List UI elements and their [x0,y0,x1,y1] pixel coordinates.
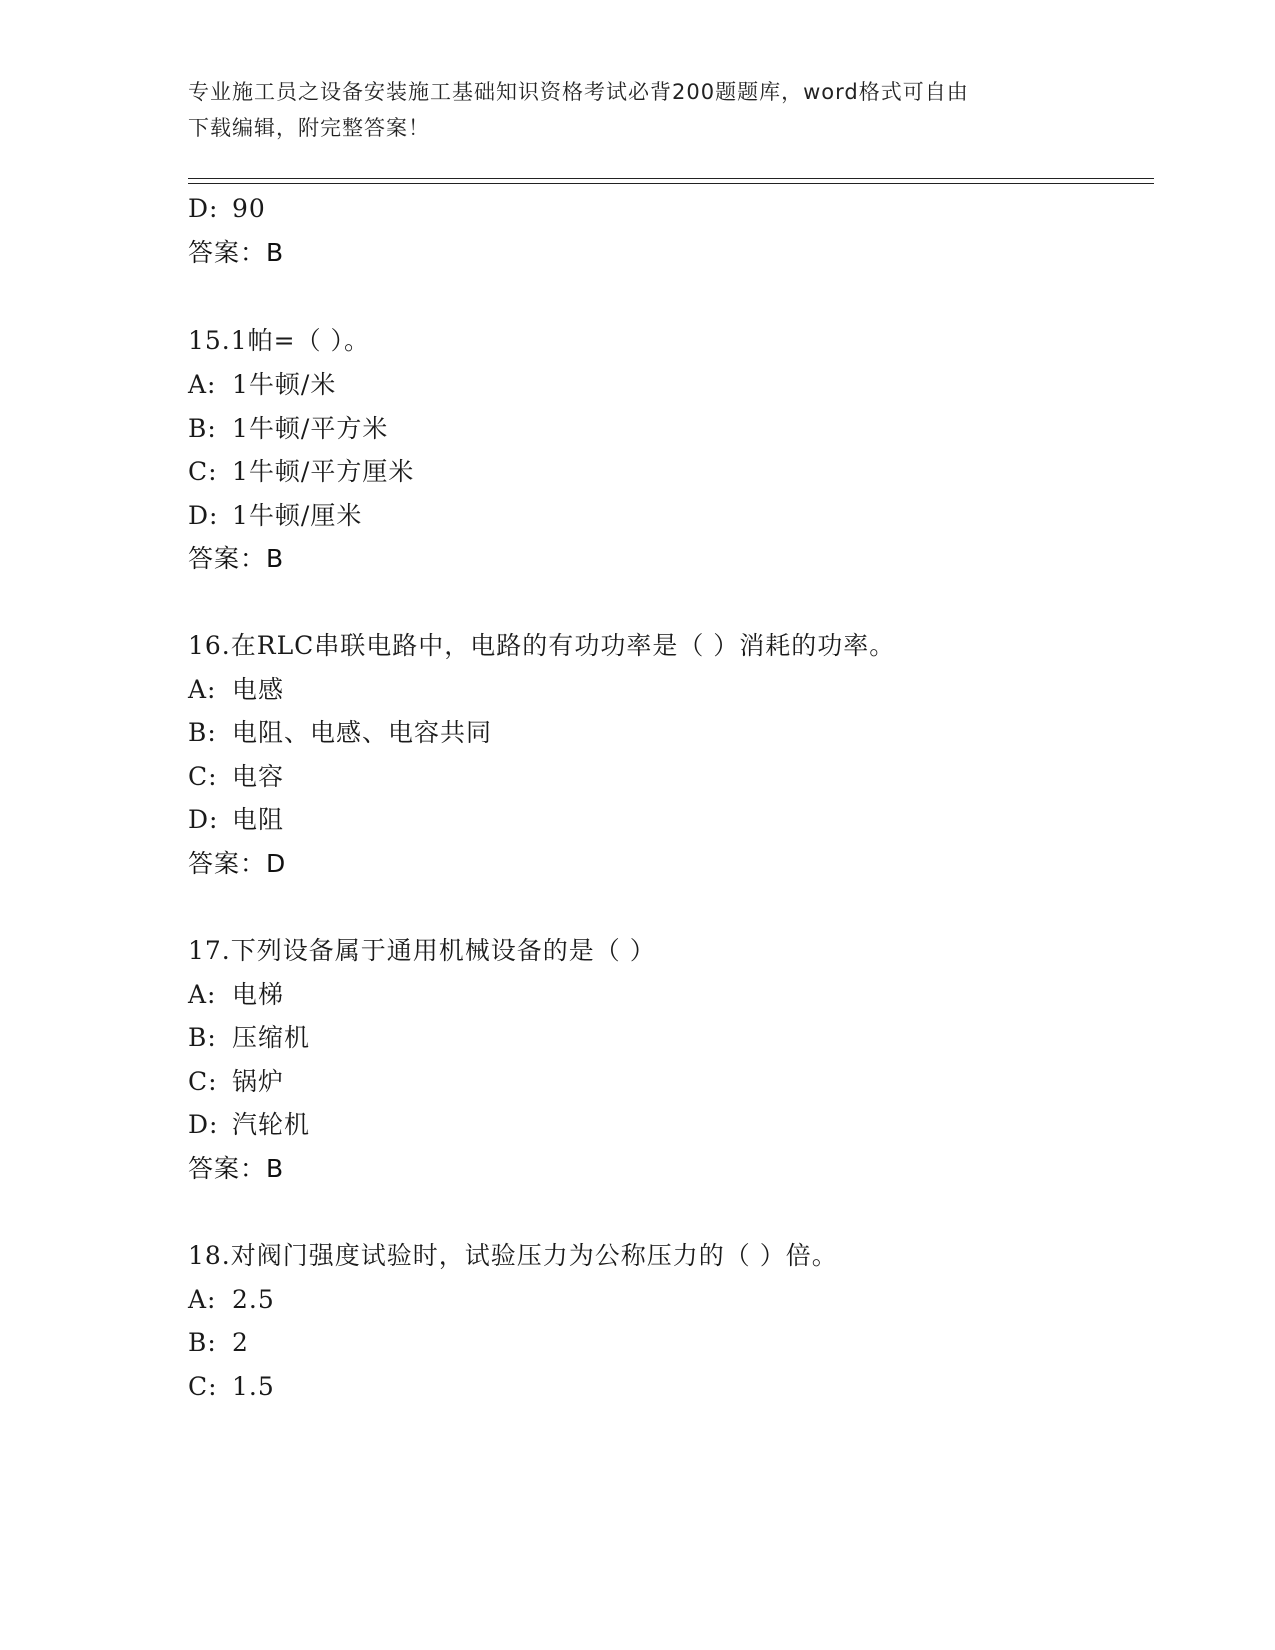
option-line [188,761,284,793]
option-text: 压缩机 [232,1023,311,1052]
option-label: D: [188,501,219,530]
option-text: 90 [232,194,266,223]
header-divider-bottom [188,183,1154,184]
option-line [188,674,284,706]
option-label: D: [188,194,219,223]
option-text: 电容 [232,762,285,791]
option-line [188,500,362,532]
answer-line: 答案：D [188,849,287,878]
option-text: 1牛顿/平方米 [232,414,389,443]
option-line [188,1109,310,1141]
option-label: B: [188,414,217,443]
option-text: 2 [232,1328,249,1357]
header-divider-top [188,178,1154,179]
option-line [188,717,492,749]
question-stem: 18.对阀门强度试验时，试验压力为公称压力的（ ）倍。 [188,1241,838,1270]
option-line [188,456,414,488]
option-text: 电梯 [232,980,285,1009]
option-label: B: [188,1023,217,1052]
option-label: A: [188,1285,217,1314]
option-text: 2.5 [232,1285,275,1314]
header-line-2: 下载编辑，附完整答案！ [188,116,430,140]
question-stem: 15.1帕=（ ）。 [188,326,371,355]
option-line [188,1066,284,1098]
option-text: 1牛顿/米 [232,370,337,399]
option-text: 1.5 [232,1372,275,1401]
option-text: 1牛顿/平方厘米 [232,457,415,486]
document-header [188,74,1068,146]
option-line [188,1284,275,1316]
answer-line: 答案：B [188,1154,285,1183]
option-line [188,413,388,445]
option-label: D: [188,1110,219,1139]
option-line [188,804,284,836]
option-line [188,979,284,1011]
option-label: A: [188,675,217,704]
option-text: 汽轮机 [232,1110,311,1139]
option-label: C: [188,1067,218,1096]
option-label: B: [188,1328,217,1357]
option-label: A: [188,370,217,399]
question-stem: 17.下列设备属于通用机械设备的是（ ） [188,936,656,965]
option-text: 1牛顿/厘米 [232,501,363,530]
option-line [188,369,336,401]
option-line [188,1327,249,1359]
option-text: 电阻 [232,805,285,834]
option-label: B: [188,718,217,747]
option-text: 锅炉 [232,1067,285,1096]
answer-line: 答案：B [188,544,285,573]
option-line [188,193,266,225]
option-label: C: [188,762,218,791]
option-label: C: [188,457,218,486]
option-line [188,1022,310,1054]
option-text: 电阻、电感、电容共同 [232,718,493,747]
option-label: D: [188,805,219,834]
option-label: A: [188,980,217,1009]
option-text: 电感 [232,675,285,704]
question-stem: 16.在RLC串联电路中，电路的有功功率是（ ）消耗的功率。 [188,631,896,660]
header-line-1: 专业施工员之设备安装施工基础知识资格考试必背200题题库，word格式可自由 [188,80,969,104]
answer-line: 答案：B [188,238,285,267]
option-line [188,1371,275,1403]
option-label: C: [188,1372,218,1401]
